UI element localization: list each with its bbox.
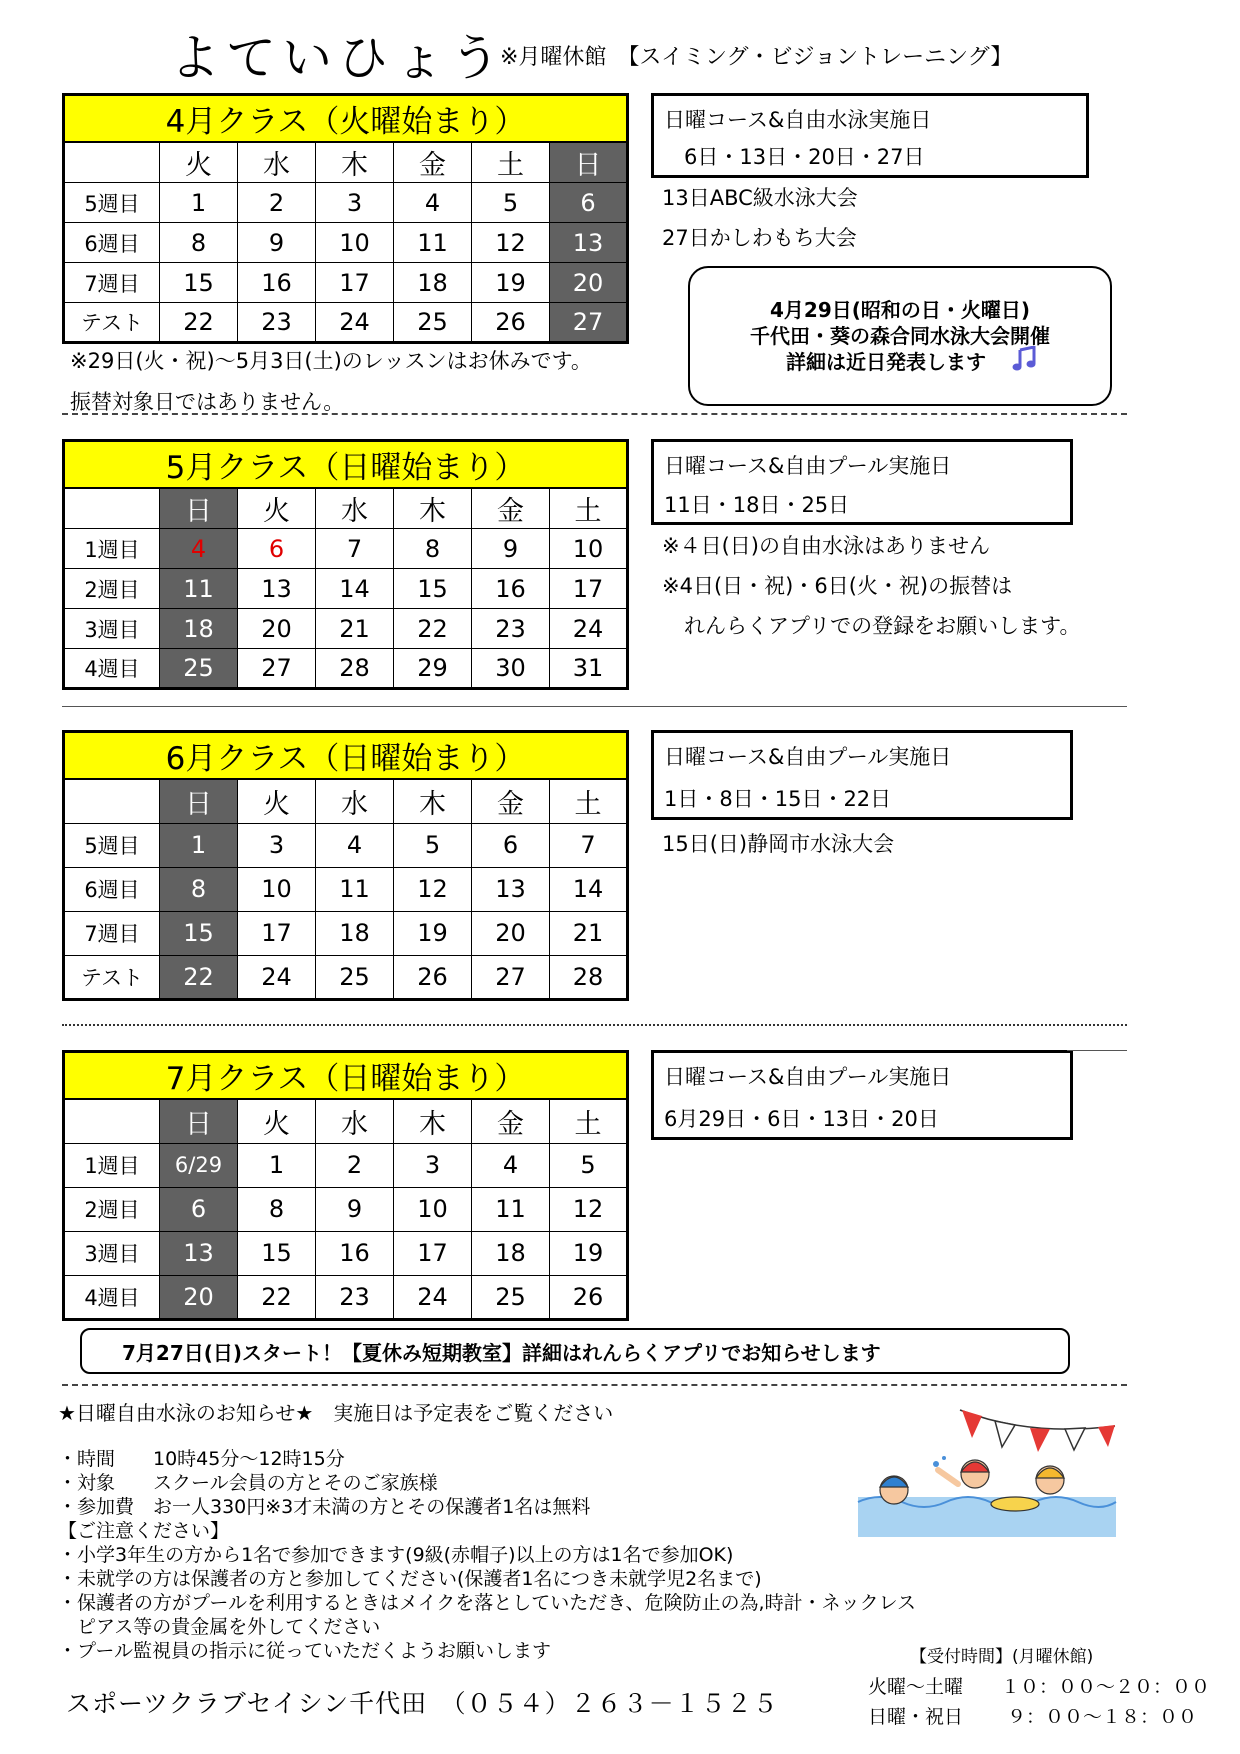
day-header-sunday: 日 xyxy=(160,488,238,529)
summer-class-banner xyxy=(80,1328,1070,1374)
june-event: 15日(日)静岡市水泳大会 xyxy=(662,832,895,856)
date-cell: 25 xyxy=(394,303,472,343)
day-header: 水 xyxy=(316,488,394,529)
date-cell-sunday: 13 xyxy=(160,1231,238,1275)
callout-line: 詳細は近日発表します xyxy=(786,350,986,374)
day-header: 木 xyxy=(394,488,472,529)
date-cell-sunday: 22 xyxy=(160,955,238,999)
date-cell: 16 xyxy=(472,569,550,609)
section-divider xyxy=(62,1384,1127,1386)
date-cell: 4 xyxy=(316,823,394,867)
date-cell: 5 xyxy=(394,823,472,867)
date-cell: 12 xyxy=(550,1187,628,1231)
date-cell: 15 xyxy=(394,569,472,609)
date-cell: 19 xyxy=(550,1231,628,1275)
date-cell: 18 xyxy=(316,911,394,955)
section-divider xyxy=(62,706,1127,707)
music-note-icon xyxy=(1012,346,1038,372)
week-label: 5週目 xyxy=(64,183,160,223)
summer-text: 7月27日(日)スタート！【夏休み短期教室】詳細はれんらくアプリでお知らせします xyxy=(122,1341,881,1365)
date-cell: 10 xyxy=(550,529,628,569)
date-cell-sunday: 27 xyxy=(550,303,628,343)
day-header: 火 xyxy=(238,488,316,529)
week-label: 1週目 xyxy=(64,1143,160,1187)
notice-target: ・対象 スクール会員の方とそのご家族様 xyxy=(58,1472,438,1494)
date-cell: 13 xyxy=(472,867,550,911)
date-cell: 22 xyxy=(394,609,472,649)
date-cell: 5 xyxy=(550,1143,628,1187)
day-header-sunday: 日 xyxy=(160,1099,238,1143)
day-header-sunday: 日 xyxy=(550,142,628,183)
date-cell: 10 xyxy=(238,867,316,911)
date-cell: 1 xyxy=(238,1143,316,1187)
week-label: 2週目 xyxy=(64,1187,160,1231)
may-header: 5月クラス（日曜始まり） xyxy=(64,441,628,489)
date-cell: 28 xyxy=(550,955,628,999)
reception-hours-title: 【受付時間】(月曜休館) xyxy=(910,1647,1094,1667)
date-cell: 21 xyxy=(316,609,394,649)
date-cell: 3 xyxy=(394,1143,472,1187)
day-header: 土 xyxy=(550,488,628,529)
date-cell-sunday: 11 xyxy=(160,569,238,609)
day-header: 火 xyxy=(238,1099,316,1143)
notice-item: ・未就学の方は保護者の方と参加してください(保護者1名につき未就学児2名まで) xyxy=(58,1568,762,1590)
june-header: 6月クラス（日曜始まり） xyxy=(64,732,628,780)
date-cell: 15 xyxy=(160,263,238,303)
box-dates: 6月29日・6日・13日・20日 xyxy=(664,1107,939,1131)
day-header: 木 xyxy=(316,142,394,183)
box-title: 日曜コース&自由水泳実施日 xyxy=(664,108,932,132)
box-title: 日曜コース&自由プール実施日 xyxy=(664,745,952,769)
june-calendar xyxy=(62,730,629,1001)
date-cell: 21 xyxy=(550,911,628,955)
date-cell: 11 xyxy=(316,867,394,911)
date-cell: 18 xyxy=(394,263,472,303)
date-cell: 11 xyxy=(394,223,472,263)
july-header: 7月クラス（日曜始まり） xyxy=(64,1052,628,1100)
week-label: 2週目 xyxy=(64,569,160,609)
date-cell: 19 xyxy=(472,263,550,303)
date-cell: 2 xyxy=(316,1143,394,1187)
date-cell: 31 xyxy=(550,649,628,689)
april-note: ※29日(火・祝)～5月3日(土)のレッスンはお休みです。 xyxy=(70,349,592,373)
date-cell: 24 xyxy=(394,1275,472,1319)
date-cell-sunday: 6 xyxy=(160,1187,238,1231)
day-header: 金 xyxy=(472,1099,550,1143)
april-calendar xyxy=(62,93,629,344)
date-cell-sunday: 20 xyxy=(160,1275,238,1319)
corner-cell xyxy=(64,488,160,529)
notice-fee: ・参加費 お一人330円※3才未満の方とその保護者1名は無料 xyxy=(58,1496,591,1518)
date-cell: 26 xyxy=(394,955,472,999)
date-cell: 18 xyxy=(472,1231,550,1275)
april-event-callout xyxy=(688,266,1112,406)
section-divider xyxy=(62,1024,1127,1026)
date-cell-sunday: 25 xyxy=(160,649,238,689)
date-cell: 27 xyxy=(472,955,550,999)
may-note: れんらくアプリでの登録をお願いします。 xyxy=(684,614,1081,638)
date-cell: 23 xyxy=(472,609,550,649)
date-cell: 23 xyxy=(238,303,316,343)
july-sunday-box xyxy=(651,1050,1073,1140)
july-calendar xyxy=(62,1050,629,1321)
date-cell: 4 xyxy=(472,1143,550,1187)
date-cell: 1 xyxy=(160,183,238,223)
box-title: 日曜コース&自由プール実施日 xyxy=(664,1065,952,1089)
date-cell-sunday: 8 xyxy=(160,867,238,911)
section-divider xyxy=(62,413,1127,415)
box-dates: 6日・13日・20日・27日 xyxy=(684,145,925,169)
date-cell: 24 xyxy=(316,303,394,343)
corner-cell xyxy=(64,779,160,823)
box-dates: 11日・18日・25日 xyxy=(664,493,850,517)
june-sunday-box xyxy=(651,730,1073,820)
day-header: 水 xyxy=(238,142,316,183)
date-cell: 17 xyxy=(316,263,394,303)
date-cell: 17 xyxy=(238,911,316,955)
date-cell: 7 xyxy=(550,823,628,867)
april-event: 13日ABC級水泳大会 xyxy=(662,186,858,210)
week-label: 3週目 xyxy=(64,609,160,649)
day-header: 水 xyxy=(316,779,394,823)
date-cell: 16 xyxy=(316,1231,394,1275)
date-cell: 8 xyxy=(238,1187,316,1231)
week-label: 6週目 xyxy=(64,223,160,263)
date-cell: 22 xyxy=(238,1275,316,1319)
date-cell: 11 xyxy=(472,1187,550,1231)
notice-item: ・小学3年生の方から1名で参加できます(9級(赤帽子)以上の方は1名で参加OK) xyxy=(58,1544,734,1566)
date-cell: 26 xyxy=(472,303,550,343)
date-cell: 2 xyxy=(238,183,316,223)
date-cell: 9 xyxy=(316,1187,394,1231)
date-cell: 17 xyxy=(394,1231,472,1275)
date-cell: 9 xyxy=(472,529,550,569)
april-header: 4月クラス（火曜始まり） xyxy=(64,95,628,143)
date-cell-sunday: 6/29 xyxy=(160,1143,238,1187)
date-cell-sunday: 20 xyxy=(550,263,628,303)
may-sunday-box xyxy=(651,439,1073,525)
week-label: 3週目 xyxy=(64,1231,160,1275)
box-title: 日曜コース&自由プール実施日 xyxy=(664,454,952,478)
week-label: 7週目 xyxy=(64,263,160,303)
date-cell: 12 xyxy=(394,867,472,911)
date-cell: 8 xyxy=(394,529,472,569)
week-label: 6週目 xyxy=(64,867,160,911)
notice-time: ・時間 10時45分～12時15分 xyxy=(58,1448,345,1470)
date-cell: 27 xyxy=(238,649,316,689)
day-header-sunday: 日 xyxy=(160,779,238,823)
week-label: 5週目 xyxy=(64,823,160,867)
date-cell: 12 xyxy=(472,223,550,263)
reception-hours-sunday: 日曜・祝日 ９：００～１８：００ xyxy=(868,1706,1198,1728)
may-note: ※４日(日)の自由水泳はありません xyxy=(662,534,990,558)
date-cell: 17 xyxy=(550,569,628,609)
april-note: 振替対象日ではありません。 xyxy=(70,390,345,414)
box-extension-line xyxy=(1067,1050,1127,1051)
date-cell: 30 xyxy=(472,649,550,689)
week-label: 1週目 xyxy=(64,529,160,569)
corner-cell xyxy=(64,1099,160,1143)
date-cell: 14 xyxy=(316,569,394,609)
date-cell: 15 xyxy=(238,1231,316,1275)
april-sunday-box xyxy=(651,93,1089,178)
day-header: 金 xyxy=(472,779,550,823)
date-cell: 26 xyxy=(550,1275,628,1319)
date-cell: 23 xyxy=(316,1275,394,1319)
date-cell: 10 xyxy=(394,1187,472,1231)
date-cell: 20 xyxy=(238,609,316,649)
date-cell: 8 xyxy=(160,223,238,263)
date-cell: 14 xyxy=(550,867,628,911)
children-swimming-illustration xyxy=(850,1392,1120,1542)
day-header: 金 xyxy=(394,142,472,183)
date-cell: 24 xyxy=(238,955,316,999)
date-cell: 9 xyxy=(238,223,316,263)
week-label: 4週目 xyxy=(64,649,160,689)
reception-hours-weekday: 火曜～土曜 １０：００～２０：００ xyxy=(868,1676,1211,1698)
date-cell-holiday: 6 xyxy=(238,529,316,569)
day-header: 火 xyxy=(238,779,316,823)
date-cell: 20 xyxy=(472,911,550,955)
box-dates: 1日・8日・15日・22日 xyxy=(664,787,892,811)
date-cell: 22 xyxy=(160,303,238,343)
date-cell: 7 xyxy=(316,529,394,569)
date-cell: 16 xyxy=(238,263,316,303)
date-cell: 24 xyxy=(550,609,628,649)
day-header: 水 xyxy=(316,1099,394,1143)
callout-line: 千代田・葵の森合同水泳大会開催 xyxy=(750,324,1050,348)
date-cell: 25 xyxy=(472,1275,550,1319)
date-cell: 3 xyxy=(238,823,316,867)
page-title: よていひょう xyxy=(170,29,506,87)
day-header: 土 xyxy=(550,1099,628,1143)
date-cell-holiday: 4 xyxy=(160,529,238,569)
corner-cell xyxy=(64,142,160,183)
day-header: 火 xyxy=(160,142,238,183)
club-name-phone: スポーツクラブセイシン千代田 （０５４）２６３－１５２５ xyxy=(66,1689,779,1718)
week-label: 7週目 xyxy=(64,911,160,955)
day-header: 土 xyxy=(472,142,550,183)
day-header: 木 xyxy=(394,779,472,823)
week-label: テスト xyxy=(64,955,160,999)
date-cell-sunday: 6 xyxy=(550,183,628,223)
date-cell: 10 xyxy=(316,223,394,263)
date-cell: 29 xyxy=(394,649,472,689)
date-cell: 13 xyxy=(238,569,316,609)
date-cell-sunday: 1 xyxy=(160,823,238,867)
notice-item: ・プール監視員の指示に従っていただくようお願いします xyxy=(58,1640,552,1662)
notice-caution: 【ご注意ください】 xyxy=(58,1520,230,1542)
may-calendar xyxy=(62,439,629,690)
date-cell: 4 xyxy=(394,183,472,223)
notice-item: ・保護者の方がプールを利用するときはメイクを落としていただき、危険防止の為,時計・ネックレス xyxy=(58,1592,917,1614)
date-cell: 5 xyxy=(472,183,550,223)
week-label: テスト xyxy=(64,303,160,343)
may-note: ※4日(日・祝)・6日(火・祝)の振替は xyxy=(662,574,1013,598)
date-cell: 25 xyxy=(316,955,394,999)
date-cell: 19 xyxy=(394,911,472,955)
page-subtitle: ※月曜休館 【スイミング・ビジョントレーニング】 xyxy=(500,45,1013,70)
day-header: 土 xyxy=(550,779,628,823)
week-label: 4週目 xyxy=(64,1275,160,1319)
date-cell: 6 xyxy=(472,823,550,867)
day-header: 木 xyxy=(394,1099,472,1143)
date-cell-sunday: 13 xyxy=(550,223,628,263)
date-cell: 3 xyxy=(316,183,394,223)
april-event: 27日かしわもち大会 xyxy=(662,226,857,250)
date-cell: 28 xyxy=(316,649,394,689)
notice-title: ★日曜自由水泳のお知らせ★ 実施日は予定表をご覧ください xyxy=(58,1401,614,1425)
date-cell-sunday: 15 xyxy=(160,911,238,955)
notice-item: ピアス等の貴金属を外してください xyxy=(58,1616,381,1638)
date-cell-sunday: 18 xyxy=(160,609,238,649)
callout-line: 4月29日(昭和の日・火曜日) xyxy=(769,298,1031,322)
day-header: 金 xyxy=(472,488,550,529)
